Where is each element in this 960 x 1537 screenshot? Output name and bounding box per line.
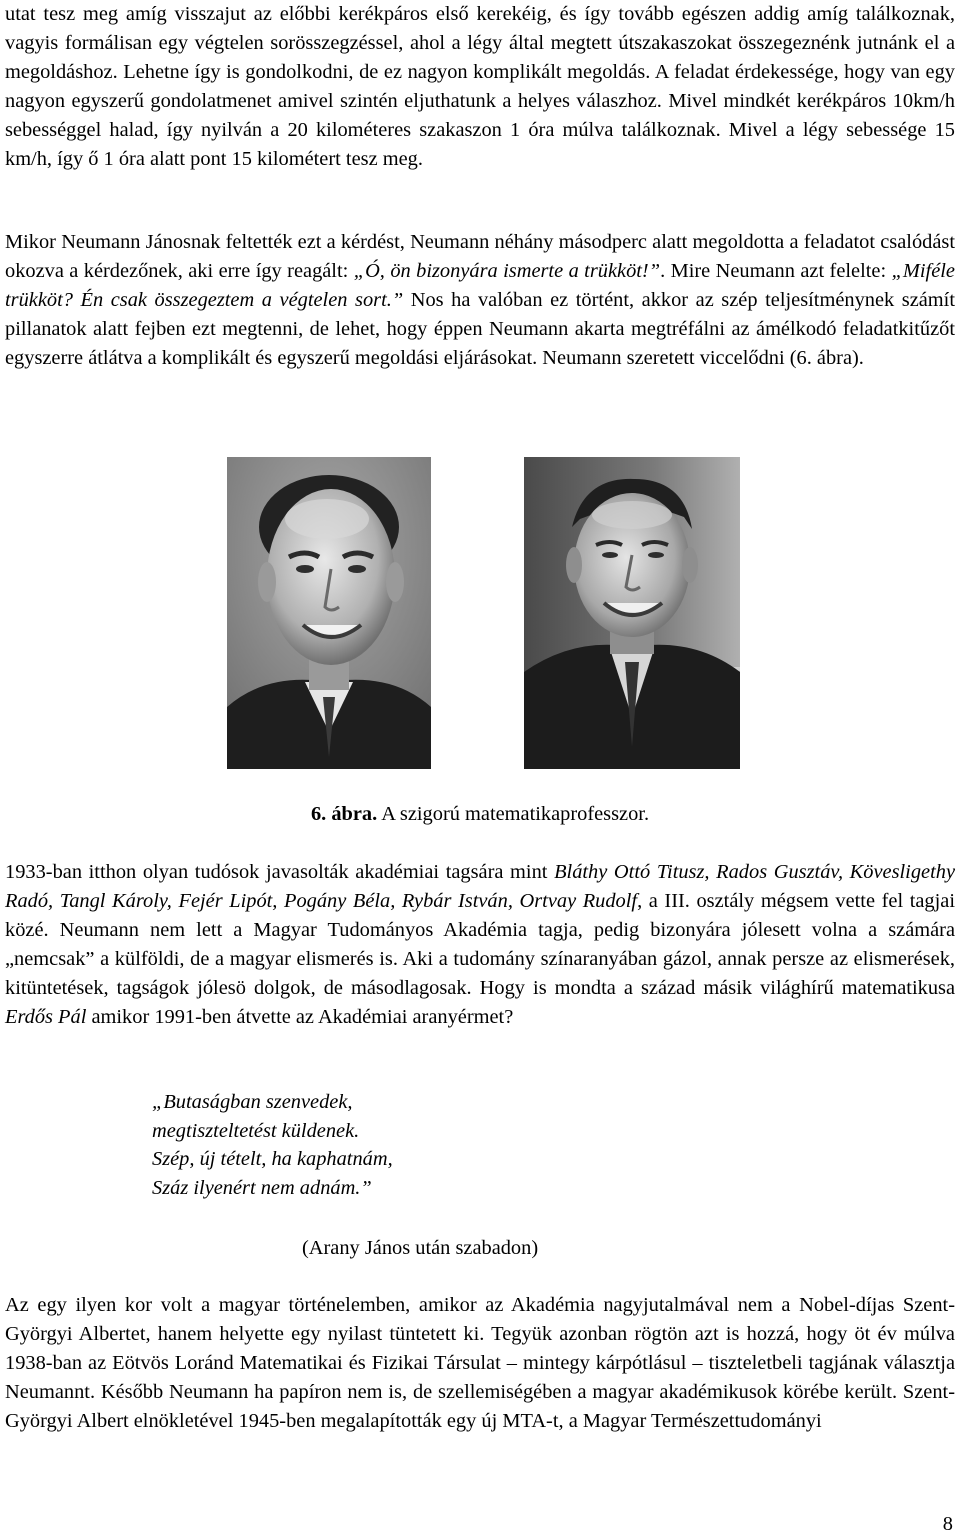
paragraph-3-text-c: amikor 1991-ben átvette az Akadémiai aranyérmet? (86, 1006, 514, 1028)
poem-line: megtiszteltetést küldenek. (152, 1119, 360, 1142)
paragraph-1: utat tesz meg amíg visszajut az előbbi kerékpáros első kerekéig, és így tovább egészen addig amíg találkoznak, vagyis formálisan egy végtelen sorösszegzéssel, ahol a légy által megtett útszakaszokat összegeznénk jutnánk el a megoldáshoz. Lehetne így is gondolkodni, de ez nagyon komplikált megoldás. A feladat érdekessége, hogy van egy nagyon egyszerű gondolatmenet amivel szintén eljuthatunk a helyes válaszhoz. Mivel mindkét kerékpáros 10km/h sebességgel halad, így nyilván a 20 kilométeres szakaszon 1 óra múlva találkoznak. Mivel a légy sebessége 15 km/h, így ő 1 óra alatt pont 15 kilométert tesz meg. (5, 3, 955, 170)
figure-caption (5, 800, 955, 829)
paragraph-2-text-a: Mikor Neumann Jánosnak feltették ezt a kérdést, Neumann néhány másodperc alatt megoldotta a feladatot csalódást okozva a kérdezőnek, aki erre így reagált: (5, 231, 955, 282)
paragraph-3 (5, 858, 955, 1032)
figure-caption-text: A szigorú matematikaprofesszor. (377, 803, 650, 825)
poem-line: Száz ilyenért nem adnám.” (152, 1176, 372, 1199)
poem-line: „Butaságban szenvedek, (152, 1091, 353, 1113)
paragraph-2-text-b: . Mire Neumann azt felelte: (660, 260, 892, 282)
document-page (5, 0, 955, 1537)
paragraph-4: Az egy ilyen kor volt a magyar történelemben, amikor az Akadémia nagyjutalmával nem a Nobel-díjas Szent-Györgyi Albertet, hanem helyette egy nyilast tüntetett ki. Tegyük azonban rögtön azt is hozzá, hogy öt év múlva 1938-ban az Eötvös Loránd Matematikai és Fizikai Társulat – mintegy kárpótlásul – tiszteletbeli tagjának választja Neumannt. Később Neumann ha papíron nem is, de szellemiségében a magyar akadémikusok körébe került. Szent-Györgyi Albert elnökletével 1945-ben megalapították egy új MTA-t, a Magyar Természettudományi (5, 1294, 955, 1432)
photo-neumann-older (524, 457, 740, 769)
photo-neumann-young (227, 457, 431, 769)
name-erdos-pal: Erdős Pál (5, 1006, 87, 1028)
nominator-names: Bláthy Ottó Titusz, Rados Gusztáv, Kövesligethy Radó, Tangl Károly, Fejér Lipót, Pogány Béla, Rybár István, Ortvay Rudolf (5, 861, 955, 912)
poem-line: Szép, új tételt, ha kaphatnám, (152, 1148, 393, 1170)
paragraph-2 (5, 228, 955, 373)
poem (152, 1088, 393, 1202)
poem-source: (Arany János után szabadon) (302, 1237, 539, 1259)
paragraph-3-text-a: 1933-ban itthon olyan tudósok javasolták akadémiai tagsára mint (5, 861, 555, 883)
paragraph-3-text-b: , a III. osztály mégsem vette fel tagjai közé. Neumann nem lett a Magyar Tudományos Akadémia tagja, pedig bizonyára jólesett volna a számára „nemcsak” a külföldi, de a magyar elismerés is. Aki a tudomány színaranyában gázol, annak persze az elismerések, kitüntetések, tagságok jólesö dolgok, de másodlagosak. Hogy is mondta a század másik világhírű matematikusa (5, 890, 955, 999)
quote-trick: „Ó, ön bizonyára ismerte a trükköt!” (353, 260, 661, 282)
page-number: 8 (942, 1513, 953, 1535)
paragraph-2-text-c: Nos ha valóban ez történt, akkor az szép teljesítménynek számít pillanatok alatt fejben ezt megtenni, de lehet, hogy éppen Neumann akarta megtréfálni az ámélkodó feladatkitűzőt egyszerre átlátva a komplikált és egyszerű megoldási eljárásokat. Neumann szeretett viccelődni (6. ábra). (5, 289, 955, 369)
figure-label: 6. ábra. (310, 803, 378, 825)
quote-neumann-answer: „Miféle trükköt? Én csak összegeztem a végtelen sort.” (5, 260, 955, 311)
